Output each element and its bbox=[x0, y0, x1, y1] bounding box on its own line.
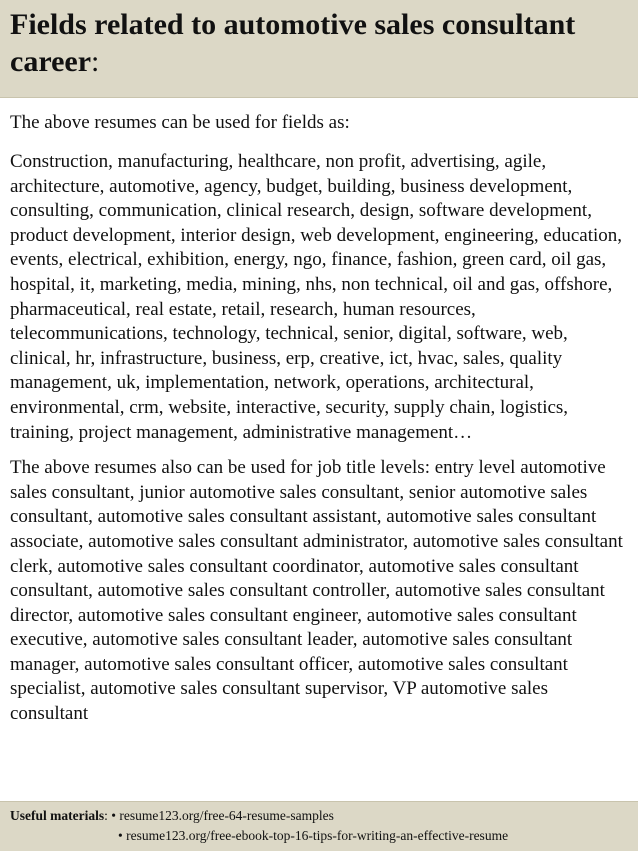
job-levels-paragraph: The above resumes also can be used for job title levels: entry level automotive sales consultant, junior automotive sales consultant, senior automotive sales consultant, automotive sales consultant assistant, automotive sales consultant associate, automotive sales consultant administrator, automotive sales consultant clerk, automotive sales consultant coordinator, automotive sales consultant consultant, automotive sales consultant controller, automotive sales consultant director, automotive sales consultant engineer, automotive sales consultant executive, automotive sales consultant leader, automotive sales consultant manager, automotive sales consultant officer, automotive sales consultant specialist, automotive sales consultant supervisor, VP automotive sales consultant bbox=[10, 457, 623, 725]
footer-label-colon: : bbox=[104, 808, 108, 823]
intro-text: The above resumes can be used for fields as: bbox=[10, 112, 350, 133]
footer-row-1 bbox=[10, 806, 628, 826]
header-bar bbox=[0, 0, 638, 98]
footer-link-ebook[interactable]: • resume123.org/free-ebook-top-16-tips-for-writing-an-effective-resume bbox=[118, 828, 509, 843]
fields-paragraph: Construction, manufacturing, healthcare, non profit, advertising, agile, architecture, automotive, agency, budget, building, business development, consulting, communication, clinical research, design, software development, product development, interior design, web development, engineering, education, events, electrical, exhibition, energy, ngo, finance, fashion, green card, oil gas, hospital, it, marketing, media, mining, nhs, non technical, oil and gas, offshore, pharmaceutical, real estate, retail, research, human resources, telecommunications, technology, technical, senior, digital, software, web, clinical, hr, infrastructure, business, erp, creative, ict, hvac, sales, quality management, uk, implementation, network, operations, architectural, environmental, crm, website, interactive, security, supply chain, logistics, training, project management, administrative management… bbox=[10, 151, 623, 443]
page-title-text: Fields related to automotive sales consultant career bbox=[10, 8, 576, 78]
footer-bar bbox=[0, 801, 638, 851]
page-title bbox=[10, 6, 628, 80]
footer-link-samples[interactable]: • resume123.org/free-64-resume-samples bbox=[107, 808, 334, 823]
page-title-colon: : bbox=[91, 45, 100, 78]
footer-label: Useful materials bbox=[10, 808, 105, 823]
content-area bbox=[10, 110, 630, 800]
footer-row-2 bbox=[10, 826, 628, 846]
